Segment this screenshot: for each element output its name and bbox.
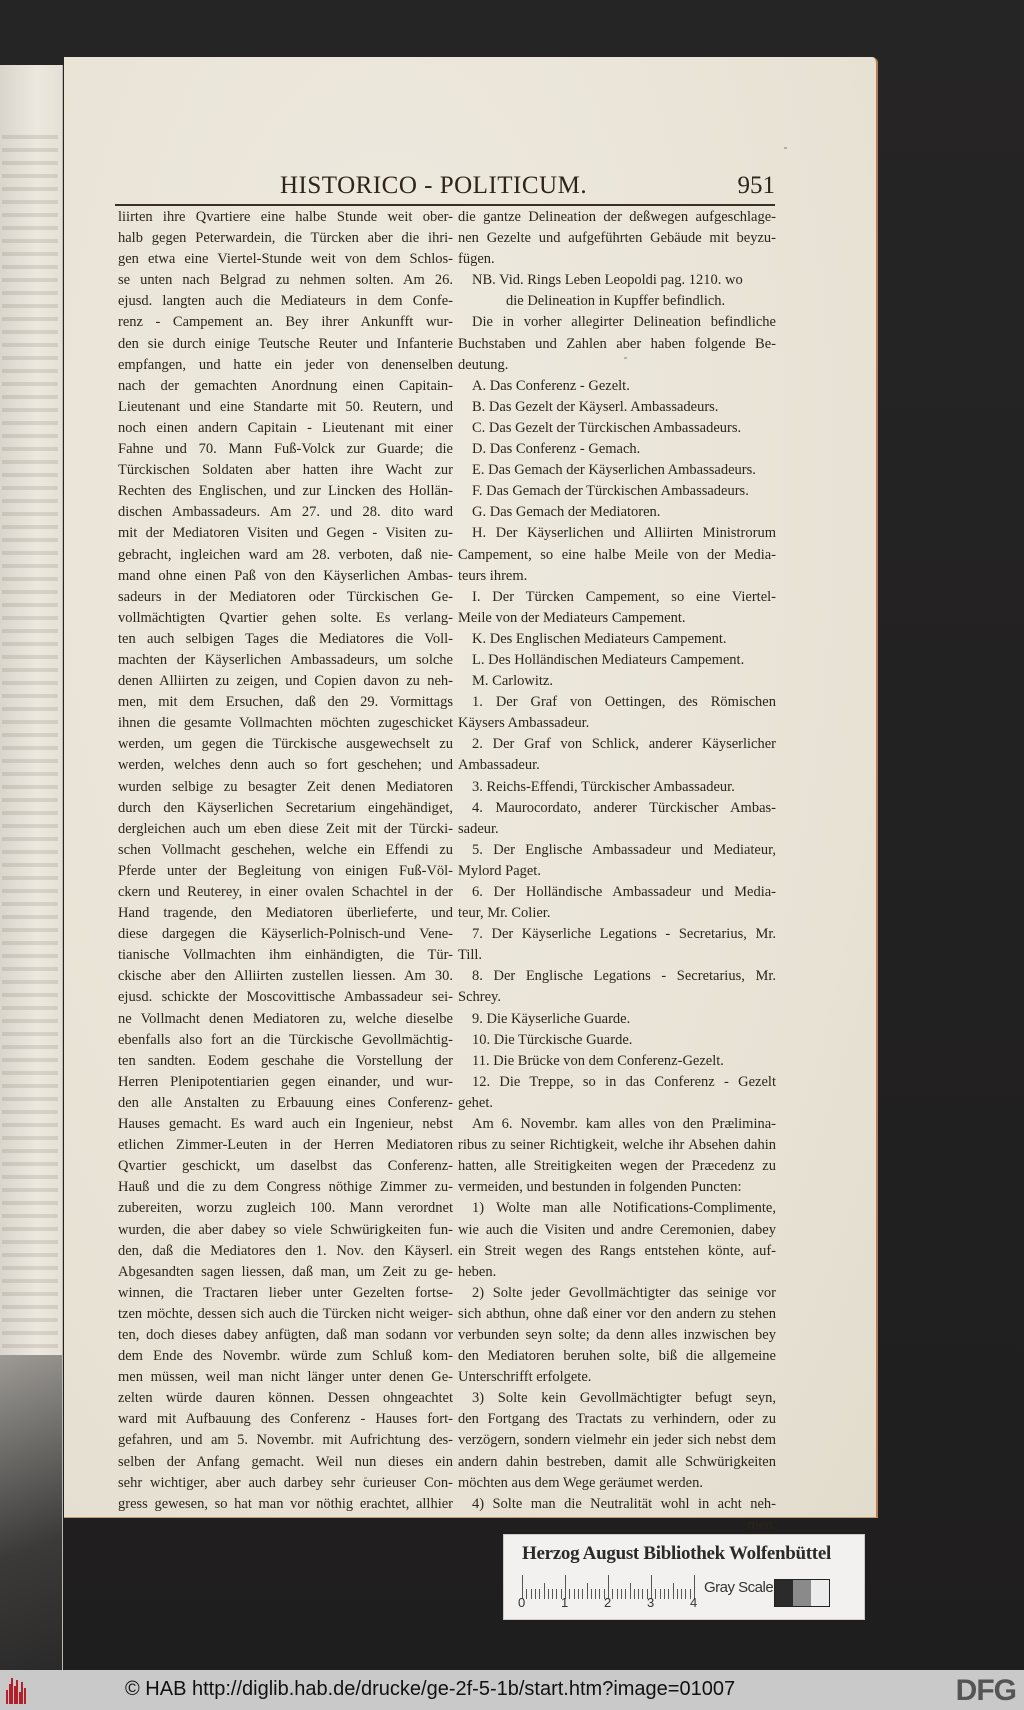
legend-item [458, 629, 776, 650]
treaty-points-list [458, 1198, 776, 1514]
text-line: ckern und Reuterey, in einer ovalen Schachtel in der [118, 884, 453, 900]
legend-item [458, 692, 776, 734]
text-line: Hauses gemacht. Es ward auch ein Ingenieur, nebst [118, 1116, 453, 1133]
text-line: denen Alliirten zu zeigen, und Copien davon zu neh- [118, 673, 453, 690]
legend-item [458, 1009, 776, 1030]
legend-item [458, 966, 776, 1008]
text-line: den Fortgang des Tractats zu verhindern, oder zu [458, 1411, 776, 1428]
text-line: zelten würde dauren können. Dessen ohngeachtet [118, 1390, 453, 1407]
text-line: I. Der Türcken Campement, so eine Viertel- [472, 588, 776, 605]
text-line: Käysers Ambassadeur. [458, 715, 590, 732]
text-line: dergleichen auch um eben diese Zeit mit der Türcki- [118, 820, 453, 837]
right-text-column [458, 207, 776, 1536]
text-line: andern dahin bestreben, damit alle Schwürigkeiten [458, 1453, 776, 1470]
text-line: ejusd. schickte der Moscovittische Ambassadeur sei- [118, 989, 453, 1006]
text-line: werden, welches denn auch so fort geschehen; und [118, 757, 453, 774]
text-line: vollmächtigten Qvartier gehen solte. Es verlang- [118, 609, 453, 626]
page-header [115, 172, 775, 200]
text-line: Mylord Paget. [458, 862, 541, 879]
text-line: G. Das Gemach der Mediatoren. [472, 504, 661, 521]
text-line: 2) Solte jeder Gevollmächtigter das seinige vor [472, 1284, 776, 1301]
text-line: dischen Ambassadeurs. Am 27. und 28. dito ward [118, 504, 453, 521]
text-line: 2. Der Graf von Schlick, anderer Käyserlicher [472, 736, 776, 753]
text-line: Pferde unter der Begleitung von einigen Fuß-Völ- [118, 862, 453, 879]
text-line: dem Ende des Novembr. würde zum Schluß kom- [118, 1348, 453, 1365]
text-line: C. Das Gezelt der Türckischen Ambassadeurs. [472, 419, 742, 436]
legend-item [458, 1051, 776, 1072]
legend-intro-paragraph [458, 312, 776, 375]
text-line: F. Das Gemach der Türckischen Ambassadeurs. [472, 483, 749, 500]
number-legend-list [458, 692, 776, 1114]
text-line: Till. [458, 947, 483, 964]
text-line: tzen möchte, dessen sich auch die Türcken nicht weiger- [118, 1305, 453, 1322]
legend-item [458, 376, 776, 397]
text-line: hatten, alle Streitigkeiten wegen der Præcedenz zu [458, 1158, 776, 1175]
text-line: 3) Solte kein Gevollmächtigter befugt seyn, [472, 1390, 776, 1407]
text-line: ckische aber den Alliirten zustellen liessen. Am 30. [118, 968, 453, 985]
text-line: Fahne und 70. Mann Fuß-Volck zur Guarde; die [118, 441, 453, 458]
library-name: Herzog August Bibliothek Wolfenbüttel [522, 1543, 831, 1564]
text-line: nen Gezelte und aufgeführten Gebäude mit beyzu- [458, 230, 776, 247]
text-line: H. Der Käyserlichen und Alliirten Ministrorum [472, 525, 776, 542]
text-line: fügen. [458, 251, 495, 268]
legend-item [458, 882, 776, 924]
legend-item [458, 460, 776, 481]
text-line: den, daß die Mediatores den 1. Nov. den Käyserl. [118, 1242, 453, 1259]
ruler-number: 3 [647, 1595, 655, 1610]
ruler-number: 2 [604, 1595, 612, 1610]
legend-item [458, 671, 776, 692]
text-line: ribus zu seiner Richtigkeit, welche ihr Absehen dahin [458, 1137, 776, 1154]
text-line: Schrey. [458, 989, 501, 1006]
page-number: 951 [737, 172, 775, 199]
text-line: se unten nach Belgrad zu nehmen solten. Am 26. [118, 272, 453, 289]
facing-page-text-bleed [2, 135, 58, 1415]
text-line: 3. Reichs-Effendi, Türckischer Ambassadeur. [472, 778, 735, 795]
text-line: men, mit dem Ersuchen, daß den 29. Vormittags [118, 694, 453, 711]
nb-reference-cont: die Delineation in Kupffer befindlich. [506, 293, 726, 310]
text-line: ten sandten. Eodem geschahe die Vorstellung der [118, 1052, 453, 1069]
text-line: 7. Der Käyserliche Legations - Secretarius, Mr. [472, 926, 776, 943]
text-line: M. Carlowitz. [472, 673, 553, 690]
text-line: 4. Maurocordato, anderer Türckischer Ambas- [472, 799, 776, 816]
text-line: gebracht, ingleichen ward am 28. verboten, daß nie- [118, 546, 453, 563]
legend-item [458, 481, 776, 502]
text-line: den Mediatoren beruhen solte, biß die allgemeine [458, 1348, 776, 1365]
legend-item [458, 397, 776, 418]
text-line: ward mit Aufbauung des Conferenz - Hauses fort- [118, 1411, 453, 1428]
legend-item [458, 924, 776, 966]
text-line: verzögern, sondern vielmehr ein jeder sich nebst dem [458, 1432, 776, 1449]
text-line: ten auch selbigen Tages die Mediatores die Voll- [118, 630, 453, 647]
hab-logo-icon [6, 1678, 26, 1704]
intro-paragraph [458, 207, 776, 270]
legend-item [458, 418, 776, 439]
text-line: Herren Plenipotentiarien gegen einander, und wur- [118, 1073, 453, 1090]
text-line: 5. Der Englische Ambassadeur und Mediateur, [472, 841, 776, 858]
text-line: selben der Anfang gemacht. Weil nun dieses ein [118, 1453, 453, 1470]
text-line: winnen, die Tractaren lieber unter Gezelten fortse- [118, 1284, 453, 1301]
legend-item [458, 587, 776, 629]
text-line: L. Des Holländischen Mediateurs Campement. [472, 651, 745, 668]
text-line: verbunden seyn solte; da denn alles inzwischen bey [458, 1326, 776, 1343]
text-line: 4) Solte man die Neutralität wohl in acht neh- [472, 1495, 776, 1512]
text-line: ebenfalls also fort an die Türckische Gevollmächtig- [118, 1031, 453, 1048]
text-line: 6. Der Holländische Ambassadeur und Media- [472, 884, 776, 900]
gray-swatch [793, 1580, 811, 1606]
text-line: wurden, die aber dabey so viele Schwürigkeiten fun- [118, 1221, 453, 1238]
ruler-number: 0 [518, 1595, 526, 1610]
text-line: diese dargegen die Käyserlich-Polnisch-und Vene- [118, 926, 453, 943]
text-line: Hand tragende, den Mediatoren überlieferte, und [118, 905, 453, 922]
gray-scale-swatches [774, 1579, 830, 1607]
legend-item [458, 840, 776, 882]
text-line: ten, doch dieses dabey anfügten, daß man sodann vor [118, 1326, 453, 1343]
legend-item [458, 502, 776, 523]
treaty-point [458, 1388, 776, 1493]
text-line: Ambassadeur. [458, 757, 540, 774]
text-line: Campement, so eine halbe Meile von der Media- [458, 546, 776, 563]
text-line: Buchstaben und Zahlen aber haben folgende Be- [458, 335, 776, 352]
text-line: ihnen die gesamte Vollmachten möchten zugeschicket [118, 715, 453, 732]
text-line: 1. Der Graf von Oettingen, des Römischen [472, 694, 776, 711]
ruler-numbers [518, 1595, 708, 1613]
legend-item [458, 777, 776, 798]
legend-item [458, 523, 776, 586]
text-line: liirten ihre Qvartiere eine halbe Stunde weit ober- [118, 209, 453, 225]
text-line: teurs ihrem. [458, 567, 528, 584]
running-title: HISTORICO - POLITICUM. [280, 172, 588, 199]
text-line: Rechten des Englischen, und zur Lincken des Hollän- [118, 483, 453, 500]
text-line: sadeur. [458, 820, 499, 837]
copyright-link[interactable]: © HAB http://diglib.hab.de/drucke/ge-2f-5-1b/start.htm?image=01007 [125, 1678, 736, 1700]
text-line: ein Streit wegen des Rangs entstehen könte, auf- [458, 1242, 776, 1259]
text-line: Unterschrifft erfolgete. [458, 1369, 592, 1386]
text-line: sehr wichtiger, aber auch darbey sehr curieuser Con- [118, 1474, 453, 1491]
text-line: renz - Campement an. Bey ihrer Ankunfft wur- [118, 314, 453, 331]
text-line: Abgesandten sagen liessen, daß man, um Zeit zu ge- [118, 1263, 453, 1280]
text-line: 1) Wolte man alle Notifications-Complimente, [472, 1200, 776, 1217]
text-line: 11. Die Brücke von dem Conferenz-Gezelt. [472, 1052, 724, 1069]
nb-reference: NB. Vid. Rings Leben Leopoldi pag. 1210. wo [472, 272, 743, 289]
text-line: teur, Mr. Colier. [458, 905, 551, 922]
text-line: 9. Die Käyserliche Guarde. [472, 1010, 631, 1027]
text-line: etlichen Zimmer-Leuten in der Herren Mediatoren [118, 1137, 453, 1154]
text-line: Meile von der Mediateurs Campement. [458, 609, 686, 626]
legend-item [458, 734, 776, 776]
text-line: mand ohne einen Paß von den Käyserlichen Ambas- [118, 567, 453, 584]
text-line: schen Vollmacht geschehen, welche ein Effendi zu [118, 841, 453, 858]
text-line: machten der Käyserlichen Ambassadeurs, um solche [118, 651, 453, 668]
legend-item [458, 439, 776, 460]
legend-item [458, 650, 776, 671]
legend-item [458, 798, 776, 840]
catchword: men, [747, 1516, 776, 1533]
treaty-point [458, 1283, 776, 1388]
november-paragraph [458, 1114, 776, 1198]
text-line: B. Das Gezelt der Käyserl. Ambassadeurs. [472, 398, 719, 415]
text-line: mit der Mediatoren Visiten und Gegen - Visiten zu- [118, 525, 453, 542]
text-line: wie auch die Visiten und andre Ceremonien, dabey [458, 1221, 776, 1238]
text-line: ejusd. langten auch die Mediateurs in dem Confe- [118, 293, 453, 310]
text-line: möchten aus dem Wege geräumet werden. [458, 1474, 703, 1491]
text-line: Qvartier geschickt, um daselbst das Conferenz- [118, 1158, 453, 1175]
text-line: Am 6. Novembr. kam alles von den Prælimina- [472, 1116, 776, 1133]
viewer-footer [0, 1670, 1024, 1710]
text-line: gress gewesen, so hat man vor nöthig erachtet, allhier [118, 1495, 453, 1512]
ruler-number: 4 [690, 1595, 698, 1610]
text-line: werden, um gegen die Türckische ausgewechselt zu [118, 736, 453, 753]
text-line: heben. [458, 1263, 497, 1280]
legend-item [458, 1030, 776, 1051]
header-rule [115, 204, 775, 206]
text-line: noch einen andern Capitain - Lieutenant mit einer [118, 419, 453, 436]
facing-page-shadow [0, 1355, 62, 1675]
text-line: Türckischen Soldaten aber hatten ihre Wacht zur [118, 462, 453, 479]
treaty-point [458, 1198, 776, 1282]
text-line: den alle Anstalten zu Erbauung eines Conferenz- [118, 1094, 453, 1111]
text-line: empfangen, und hatte ein jeder von denenselben [118, 356, 453, 373]
text-line: men müssen, weil man nicht länger unter denen Ge- [118, 1369, 453, 1386]
gray-scale-label: Gray Scale [704, 1579, 774, 1596]
gray-swatch [811, 1580, 829, 1606]
text-line: Die in vorher allegirter Delineation befindliche [472, 314, 776, 331]
ruler-number: 1 [561, 1595, 569, 1610]
text-line: 12. Die Treppe, so in das Conferenz - Gezelt [472, 1073, 776, 1090]
left-text-column [118, 207, 453, 1515]
text-line: E. Das Gemach der Käyserlichen Ambassadeurs. [472, 462, 756, 479]
text-line: ne Vollmacht denen Mediatoren zu, welche dieselbe [118, 1010, 453, 1027]
text-line: Lieutenant und eine Standarte mit 50. Reutern, und [118, 398, 453, 415]
library-color-card [503, 1534, 865, 1620]
text-line: 10. Die Türckische Guarde. [472, 1031, 633, 1048]
gray-swatch [775, 1580, 793, 1606]
text-line: gefahren, und am 5. Novembr. mit Aufrichtung des- [118, 1432, 453, 1449]
text-line: nach der gemachten Anordnung einen Capitain- [118, 377, 453, 394]
text-line: wurden selbige zu besagter Zeit denen Mediatoren [118, 778, 453, 795]
treaty-point [458, 1494, 776, 1515]
text-line: gen etwa eine Viertel-Stunde weit von dem Schlos- [118, 251, 453, 268]
text-line: K. Des Englischen Mediateurs Campement. [472, 630, 727, 647]
text-line: vermeiden, und bestunden in folgenden Puncten: [458, 1179, 742, 1196]
text-line: deutung. [458, 356, 509, 373]
letter-legend-list [458, 376, 776, 692]
text-line: durch den Käyserlichen Secretarium eingehändiget, [118, 799, 453, 816]
text-line: A. Das Conferenz - Gezelt. [472, 377, 630, 394]
text-line: 8. Der Englische Legations - Secretarius, Mr. [472, 968, 776, 985]
text-line: Hauß und die zu dem Congress nöthige Zimmer zu- [118, 1179, 453, 1196]
text-line: den sie durch einige Teutsche Reuter und Infanterie [118, 335, 453, 352]
text-line: gehet. [458, 1094, 494, 1111]
text-line: zubereiten, worzu zugleich 100. Mann verordnet [118, 1200, 453, 1217]
facing-page-edge [0, 65, 63, 1675]
dfg-logo-icon: DFG [955, 1674, 1016, 1707]
text-line: halb gegen Peterwardein, die Türcken aber die ihri- [118, 230, 453, 247]
text-line: die gantze Delineation der deßwegen aufgeschlage- [458, 209, 776, 225]
text-line: sich abthun, ohne daß einer vor den andern zu stehen [458, 1305, 776, 1322]
text-line: tianische Vollmachten ihm einhändigten, die Tür- [118, 947, 453, 964]
text-line: D. Das Conferenz - Gemach. [472, 441, 641, 458]
text-line: sadeurs in der Mediatoren oder Türckischen Ge- [118, 588, 453, 605]
legend-item [458, 1072, 776, 1114]
paper-fleck [784, 147, 787, 149]
